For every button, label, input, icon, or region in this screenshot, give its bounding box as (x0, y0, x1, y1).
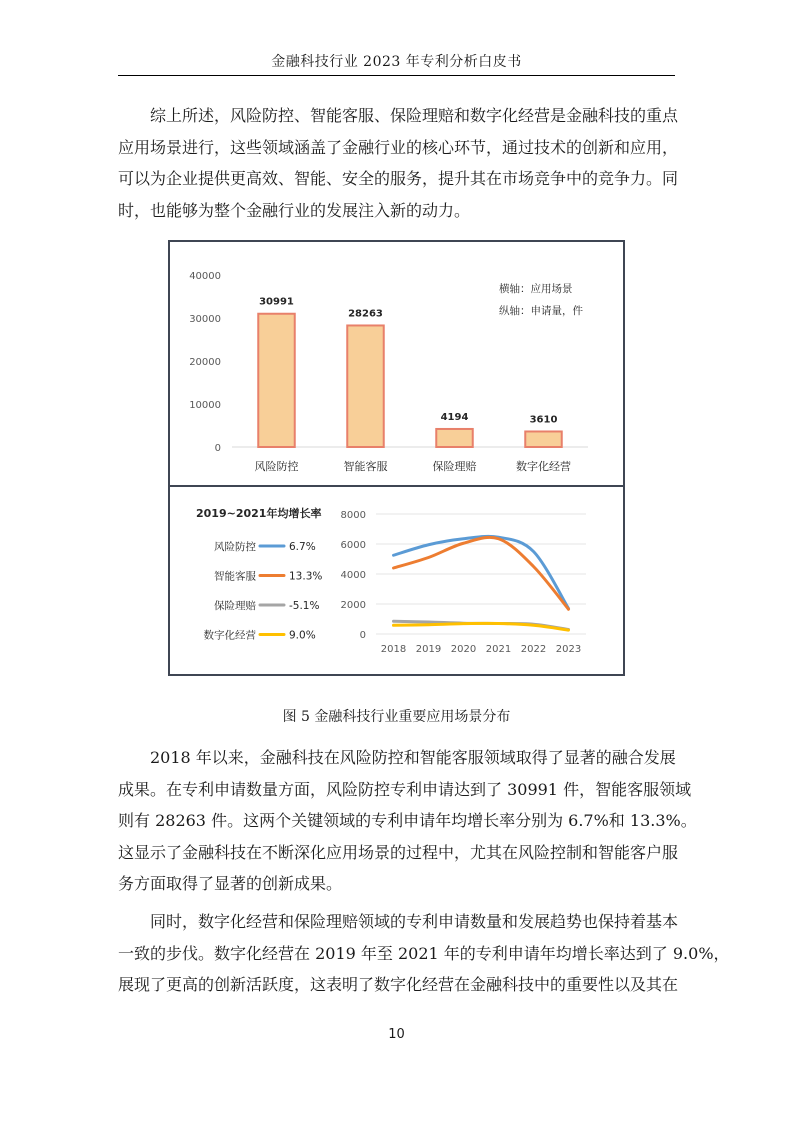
legend-series-name: 智能客服 (214, 570, 256, 583)
x-tick-label: 2018 (380, 644, 407, 655)
paragraph-line: 时，也能够为整个金融行业的发展注入新的动力。 (118, 200, 471, 220)
paragraph-line: 可以为企业提供更高效、智能、安全的服务，提升其在市场竞争中的竞争力。同 (118, 169, 679, 189)
legend-series-name: 保险理赔 (214, 600, 256, 612)
bar (258, 314, 294, 447)
bar (347, 325, 383, 447)
paragraph-3 (118, 906, 730, 1001)
paragraph-line: 则有 28263 件。这两个关键领域的专利申请年均增长率分别为 6.7%和 13.3%。 (118, 811, 697, 831)
x-tick-label: 2022 (520, 644, 547, 655)
chart-annotation: 横轴：应用场景 (499, 283, 573, 295)
y-tick-label: 10000 (189, 400, 221, 411)
x-tick-label: 2023 (555, 644, 582, 655)
y-tick-label: 8000 (340, 510, 366, 521)
x-tick-label: 2019 (415, 644, 442, 655)
x-tick-label: 2021 (485, 644, 512, 655)
bar-data-label: 4194 (440, 411, 469, 423)
bar-data-label: 3610 (529, 414, 558, 426)
paragraph-line: 成果。在专利申请数量方面，风险防控专利申请达到了 30991 件，智能客服领域 (118, 779, 692, 799)
bar-chart (170, 242, 623, 485)
bar (525, 431, 561, 447)
line-chart (170, 487, 623, 676)
paragraph-2 (118, 742, 697, 900)
x-tick-label: 数字化经营 (516, 460, 571, 473)
paragraph-line: 展现了更高的创新活跃度，这表明了数字化经营在金融科技中的重要性以及其在 (118, 975, 679, 995)
x-tick-label: 风险防控 (254, 460, 299, 473)
page-number: 10 (388, 1027, 405, 1042)
legend-title: 2019~2021年均增长率 (196, 507, 322, 520)
y-tick-label: 30000 (189, 314, 221, 325)
paragraph-line: 务方面取得了显著的创新成果。 (118, 874, 343, 894)
paragraph-line: 同时，数字化经营和保险理赔领域的专利申请数量和发展趋势也保持着基本 (118, 912, 679, 931)
x-tick-label: 2020 (450, 644, 477, 655)
paragraph-line: 2018 年以来，金融科技在风险防控和智能客服领域取得了显著的融合发展 (118, 748, 676, 767)
paragraph-line: 一致的步伐。数字化经营在 2019 年至 2021 年的专利申请年均增长率达到了 9.0%， (118, 943, 730, 963)
legend-growth-value: 6.7% (289, 541, 316, 553)
y-tick-label: 0 (359, 630, 366, 641)
legend-series-name: 风险防控 (214, 541, 256, 553)
legend-series-name: 数字化经营 (203, 629, 256, 642)
legend-growth-value: -5.1% (289, 600, 320, 612)
bar (436, 429, 472, 447)
bar-data-label: 28263 (348, 308, 383, 320)
paragraph-line: 综上所述，风险防控、智能客服、保险理赔和数字化经营是金融科技的重点 (118, 106, 679, 125)
legend-growth-value: 13.3% (289, 570, 323, 583)
paragraph-line: 这显示了金融科技在不断深化应用场景的过程中，尤其在风险控制和智能客户服 (118, 842, 679, 862)
figure-caption: 图 5 金融科技行业重要应用场景分布 (282, 709, 511, 725)
x-tick-label: 保险理赔 (432, 460, 477, 473)
y-tick-label: 40000 (189, 271, 221, 282)
x-tick-label: 智能客服 (343, 460, 388, 473)
chart-annotation: 纵轴：申请量，件 (499, 305, 583, 317)
paragraph-line: 应用场景进行，这些领域涵盖了金融行业的核心环节，通过技术的创新和应用， (118, 137, 679, 157)
series-line (394, 536, 569, 608)
y-tick-label: 0 (214, 443, 221, 454)
y-tick-label: 20000 (189, 357, 221, 368)
header-rule (118, 75, 675, 76)
y-tick-label: 4000 (340, 570, 366, 581)
figure-divider (168, 485, 625, 487)
y-tick-label: 6000 (340, 540, 366, 551)
header-title: 金融科技行业 2023 年专利分析白皮书 (271, 54, 522, 70)
y-tick-label: 2000 (340, 600, 366, 611)
figure-frame (168, 240, 625, 676)
bar-data-label: 30991 (259, 296, 294, 308)
paragraph-1 (118, 100, 679, 226)
legend-growth-value: 9.0% (289, 629, 316, 642)
